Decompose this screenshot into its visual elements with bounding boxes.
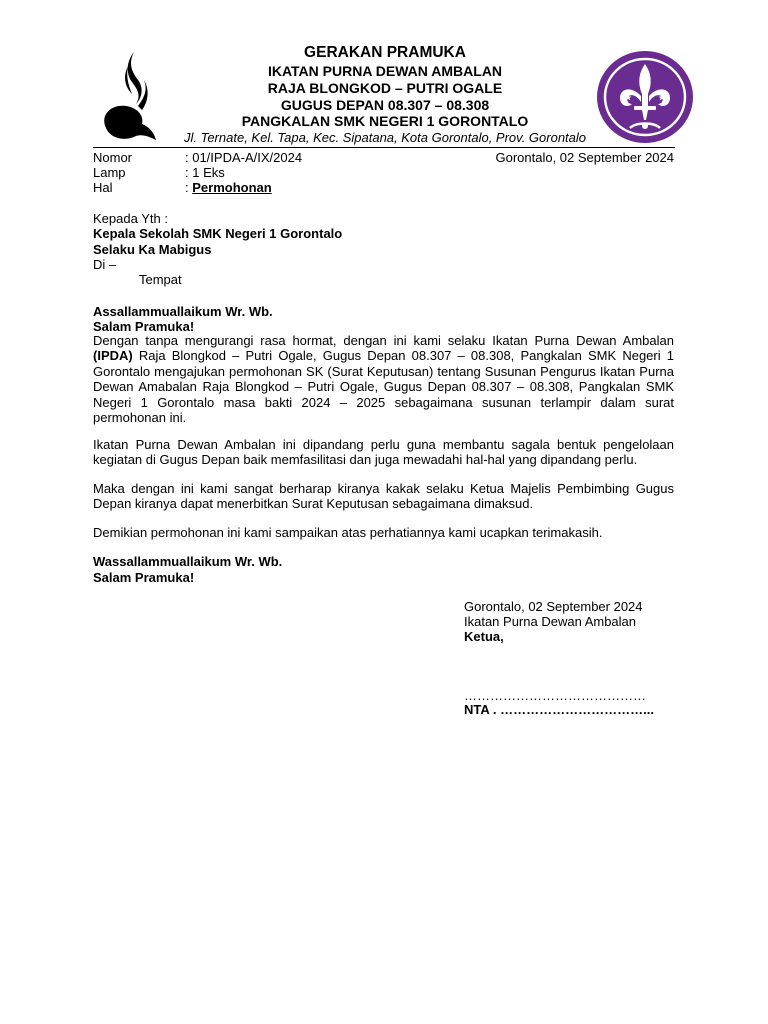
signature-date: Gorontalo, 02 September 2024 [464,599,643,614]
closing-salam: Wassallammuallaikum Wr. Wb. [93,554,283,569]
recipient-tempat: Tempat [139,272,182,287]
signature-nta: NTA . ……………………………... [464,702,654,717]
signature-name-line: …………………………………… [464,688,646,703]
body-paragraph-2: Ikatan Purna Dewan Ambalan ini dipandang perlu guna membantu sagala bentuk pengelolaan kegiatan di Gugus Depan baik memfasilitasi dan juga mewadahi hal-hal yang dipandang perlu. [93,437,674,468]
wosm-fleur-de-lis-emblem [596,50,694,144]
recipient-role: Selaku Ka Mabigus [93,242,212,257]
org-address: Jl. Ternate, Kel. Tapa, Kec. Sipatana, Kota Gorontalo, Prov. Gorontalo [183,130,587,145]
nomor-label: Nomor [93,150,133,165]
lamp-value: : 1 Eks [185,165,225,180]
greeting-salam: Assallammuallaikum Wr. Wb. [93,304,273,319]
org-name-line4: GUGUS DEPAN 08.307 – 08.308 [280,97,490,113]
header-divider [93,147,675,148]
nomor-value: : 01/IPDA-A/IX/2024 [185,150,303,165]
lamp-label: Lamp [93,165,126,180]
hal-colon: : [185,180,193,195]
hal-value [185,180,272,195]
body-paragraph-1 [93,333,674,425]
org-name-line3: RAJA BLONGKOD – PUTRI OGALE [267,80,503,96]
recipient-di: Di – [93,257,117,272]
org-name-line2: IKATAN PURNA DEWAN AMBALAN [267,63,503,79]
body-paragraph-3: Maka dengan ini kami sangat berharap kiranya kakak selaku Ketua Majelis Pembimbing Gugus Depan kiranya dapat menerbitkan Surat Keputusan sebagaimana dimaksud. [93,481,674,512]
body-paragraph-4: Demikian permohonan ini kami sampaikan atas perhatiannya kami ucapkan terimakasih. [93,525,603,540]
hal-subject: Permohonan [192,180,272,195]
letter-date: Gorontalo, 02 September 2024 [495,150,674,165]
org-name-line5: PANGKALAN SMK NEGERI 1 GORONTALO [241,113,529,129]
body-p1-ipda: (IPDA) [93,348,133,364]
signature-title: Ketua, [464,629,504,644]
body-p1-text-b: Raja Blongkod – Putri Ogale, Gugus Depan 08.307 – 08.308, Pangkalan SMK Negeri 1 Gorontalo mengajukan permohonan SK (Surat Keputusan) tentang Susunan Pengurus Ikatan Purna Dewan Amabalan Raja Blongkod – Putri Ogale, Gugus Depan 08.307 – 08.308, Pangkalan SMK Negeri 1 Gorontalo masa bakti 2024 – 2025 sebagaimana susunan terlampir dalam surat permohonan ini. [93,348,674,426]
greeting-pramuka: Salam Pramuka! [93,319,195,334]
org-name-line1: GERAKAN PRAMUKA [304,44,466,61]
pramuka-tunas-kelapa-logo [98,50,158,142]
recipient-kepada: Kepada Yth : [93,211,168,226]
recipient-name: Kepala Sekolah SMK Negeri 1 Gorontalo [93,226,343,241]
closing-pramuka: Salam Pramuka! [93,570,195,585]
hal-label: Hal [93,180,113,195]
signature-org: Ikatan Purna Dewan Ambalan [464,614,636,629]
body-p1-text-a: Dengan tanpa mengurangi rasa hormat, dengan ini kami selaku Ikatan Purna Dewan Ambalan [93,333,674,348]
